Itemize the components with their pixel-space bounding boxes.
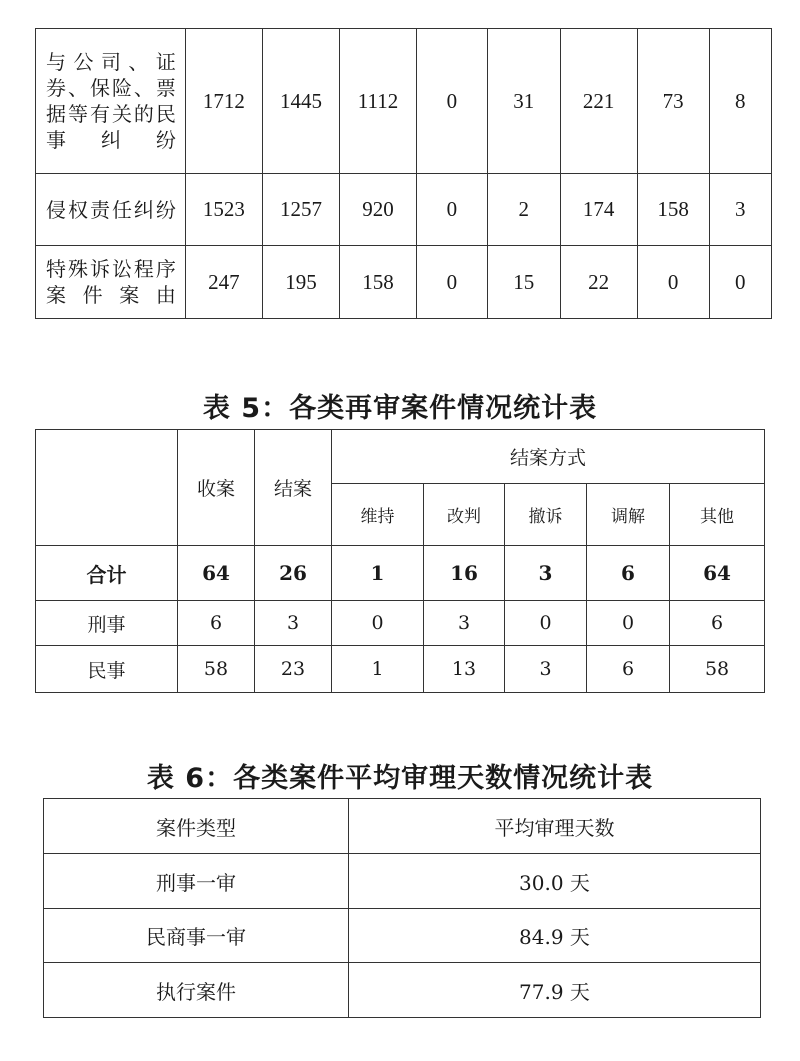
cell-value: 2 [487,174,560,246]
average-days: 77.9 天 [349,963,761,1018]
table-header-row [44,799,761,854]
retrial-cases-table [35,429,765,693]
cell-value: 13 [424,646,505,693]
cell-value: 1112 [339,29,416,174]
cell-value: 26 [255,546,332,601]
cell-value: 158 [637,174,709,246]
average-trial-days-table [43,798,761,1018]
cell-value: 8 [709,29,772,174]
subheader-tiaojie: 调解 [587,484,670,546]
cell-value: 3 [505,546,587,601]
average-days: 84.9 天 [349,909,761,963]
cell-value: 0 [587,601,670,646]
header-case-type: 案件类型 [44,799,349,854]
cell-value: 0 [709,246,772,319]
cell-value: 64 [670,546,765,601]
cell-value: 1445 [262,29,339,174]
cell-value: 195 [262,246,339,319]
cell-value: 58 [670,646,765,693]
cell-value: 247 [185,246,262,319]
cell-value: 0 [417,29,488,174]
row-label: 民事 [36,646,178,693]
table-row-total [36,546,765,601]
case-stats-table-continued [35,28,772,319]
row-label: 合计 [36,546,178,601]
cell-value: 3 [709,174,772,246]
table-row [36,601,765,646]
header-jiean: 结案 [255,430,332,546]
cell-value: 221 [560,29,637,174]
cell-value: 158 [339,246,416,319]
cell-value: 73 [637,29,709,174]
cell-value: 6 [587,646,670,693]
table6-caption: 表 6：各类案件平均审理天数情况统计表 [146,763,654,794]
average-days: 30.0 天 [349,854,761,909]
cell-value: 1257 [262,174,339,246]
table-row [44,963,761,1018]
table-row [44,909,761,963]
cell-value: 22 [560,246,637,319]
cell-value: 1 [332,646,424,693]
cell-value: 31 [487,29,560,174]
subheader-qita: 其他 [670,484,765,546]
cell-value: 174 [560,174,637,246]
subheader-chesu: 撤诉 [505,484,587,546]
cell-value: 6 [178,601,255,646]
cell-value: 6 [587,546,670,601]
cell-value: 16 [424,546,505,601]
cell-value: 3 [505,646,587,693]
header-average-days: 平均审理天数 [349,799,761,854]
row-category: 与公司、证券、保险、票据等有关的民事纠纷 [36,29,186,174]
subheader-weichi: 维持 [332,484,424,546]
header-shouan: 收案 [178,430,255,546]
table-header-row [36,430,765,484]
cell-value: 920 [339,174,416,246]
cell-value: 6 [670,601,765,646]
cell-value: 64 [178,546,255,601]
cell-value: 0 [505,601,587,646]
cell-value: 1523 [185,174,262,246]
cell-value: 3 [424,601,505,646]
row-category: 特殊诉讼程序案件案由 [36,246,186,319]
case-type: 执行案件 [44,963,349,1018]
row-category: 侵权责任纠纷 [36,174,186,246]
cell-value: 3 [255,601,332,646]
cell-value: 0 [332,601,424,646]
case-type: 民商事一审 [44,909,349,963]
corner-cell [36,430,178,546]
table5-caption: 表 5：各类再审案件情况统计表 [202,393,598,424]
cell-value: 0 [417,246,488,319]
table-row [36,29,772,174]
cell-value: 1 [332,546,424,601]
table-row [36,174,772,246]
cell-value: 1712 [185,29,262,174]
cell-value: 0 [637,246,709,319]
subheader-gaipan: 改判 [424,484,505,546]
cell-value: 23 [255,646,332,693]
table-row [44,854,761,909]
cell-value: 0 [417,174,488,246]
row-label: 刑事 [36,601,178,646]
cell-value: 15 [487,246,560,319]
table-row [36,246,772,319]
cell-value: 58 [178,646,255,693]
header-jiean-fangshi: 结案方式 [332,430,765,484]
table-row [36,646,765,693]
case-type: 刑事一审 [44,854,349,909]
